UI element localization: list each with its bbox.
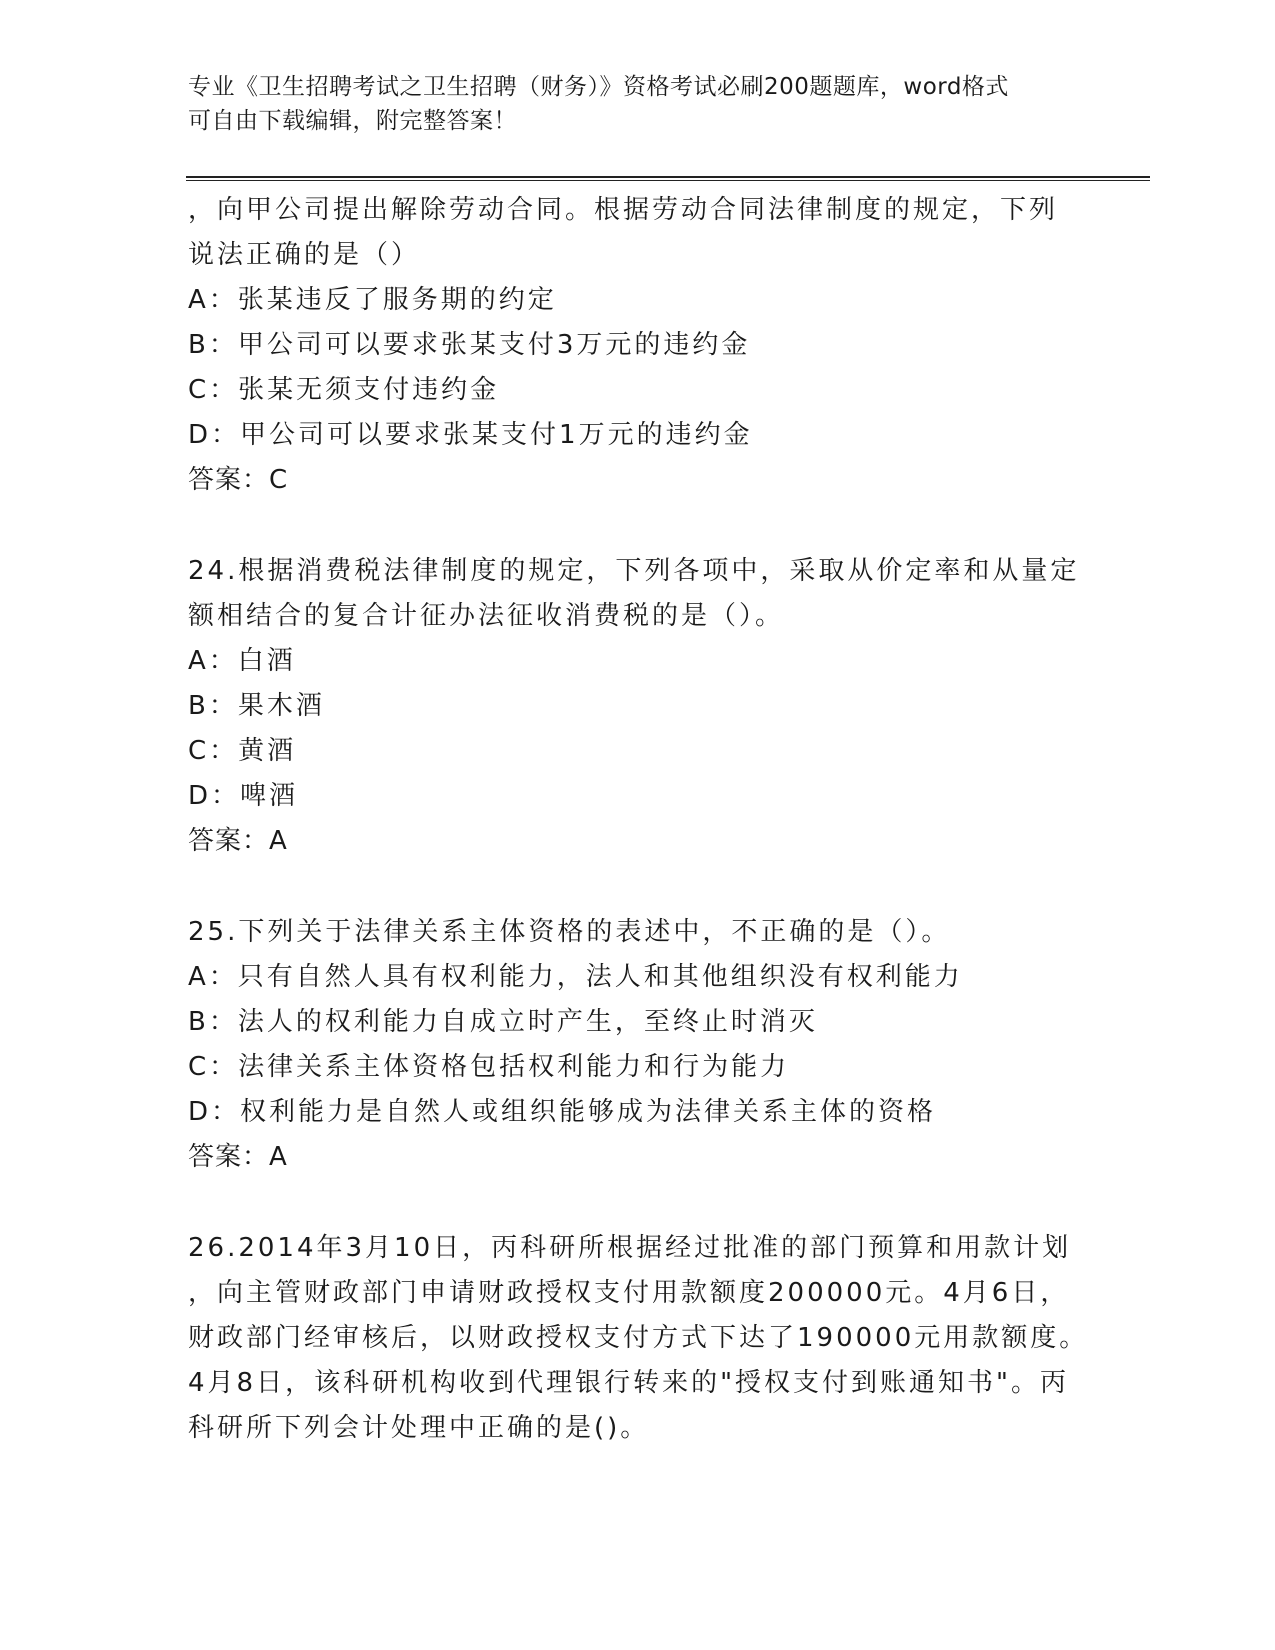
option-b: B：法人的权利能力自成立时产生，至终止时消灭 bbox=[188, 1007, 818, 1037]
option-c: C：法律关系主体资格包括权利能力和行为能力 bbox=[188, 1052, 790, 1082]
question-stem-line: 说法正确的是（） bbox=[188, 240, 421, 270]
header-divider bbox=[186, 176, 1150, 181]
document-header bbox=[188, 70, 1088, 138]
question-24 bbox=[188, 549, 1108, 864]
question-stem-line: ，向主管财政部门申请财政授权支付用款额度200000元。4月6日， bbox=[188, 1278, 1070, 1308]
option-d: D：权利能力是自然人或组织能够成为法律关系主体的资格 bbox=[188, 1097, 937, 1127]
question-stem-line: 额相结合的复合计征办法征收消费税的是（）。 bbox=[188, 601, 785, 631]
header-title-line-1: 专业《卫生招聘考试之卫生招聘（财务）》资格考试必刷200题题库，word格式 bbox=[188, 74, 1009, 100]
question-26 bbox=[188, 1226, 1108, 1451]
question-stem-line: 25.下列关于法律关系主体资格的表述中，不正确的是（）。 bbox=[188, 917, 951, 947]
option-c: C：黄酒 bbox=[188, 736, 297, 766]
option-d: D：甲公司可以要求张某支付1万元的违约金 bbox=[188, 420, 753, 450]
question-stem-line: 科研所下列会计处理中正确的是()。 bbox=[188, 1413, 650, 1443]
question-content bbox=[188, 188, 1108, 1451]
option-b: B：果木酒 bbox=[188, 691, 325, 721]
question-stem-line: 4月8日，该科研机构收到代理银行转来的"授权支付到账通知书"。丙 bbox=[188, 1368, 1070, 1398]
question-23 bbox=[188, 188, 1108, 503]
question-spacer bbox=[188, 864, 1108, 910]
question-spacer bbox=[188, 503, 1108, 549]
option-a: A：张某违反了服务期的约定 bbox=[188, 285, 557, 315]
question-stem-line: ，向甲公司提出解除劳动合同。根据劳动合同法律制度的规定，下列 bbox=[188, 195, 1059, 225]
option-d: D：啤酒 bbox=[188, 781, 299, 811]
answer-line: 答案：A bbox=[188, 826, 288, 856]
header-title-line-2: 可自由下载编辑，附完整答案！ bbox=[188, 108, 517, 134]
answer-line: 答案：A bbox=[188, 1142, 288, 1172]
option-a: A：白酒 bbox=[188, 646, 296, 676]
option-a: A：只有自然人具有权利能力，法人和其他组织没有权利能力 bbox=[188, 962, 963, 992]
question-stem-line: 财政部门经审核后，以财政授权支付方式下达了190000元用款额度。 bbox=[188, 1323, 1089, 1353]
question-spacer bbox=[188, 1180, 1108, 1226]
question-stem-line: 24.根据消费税法律制度的规定，下列各项中，采取从价定率和从量定 bbox=[188, 556, 1080, 586]
option-c: C：张某无须支付违约金 bbox=[188, 375, 500, 405]
question-stem-line: 26.2014年3月10日，丙科研所根据经过批准的部门预算和用款计划 bbox=[188, 1233, 1072, 1263]
option-b: B：甲公司可以要求张某支付3万元的违约金 bbox=[188, 330, 751, 360]
question-25 bbox=[188, 910, 1108, 1180]
answer-line: 答案：C bbox=[188, 465, 289, 495]
